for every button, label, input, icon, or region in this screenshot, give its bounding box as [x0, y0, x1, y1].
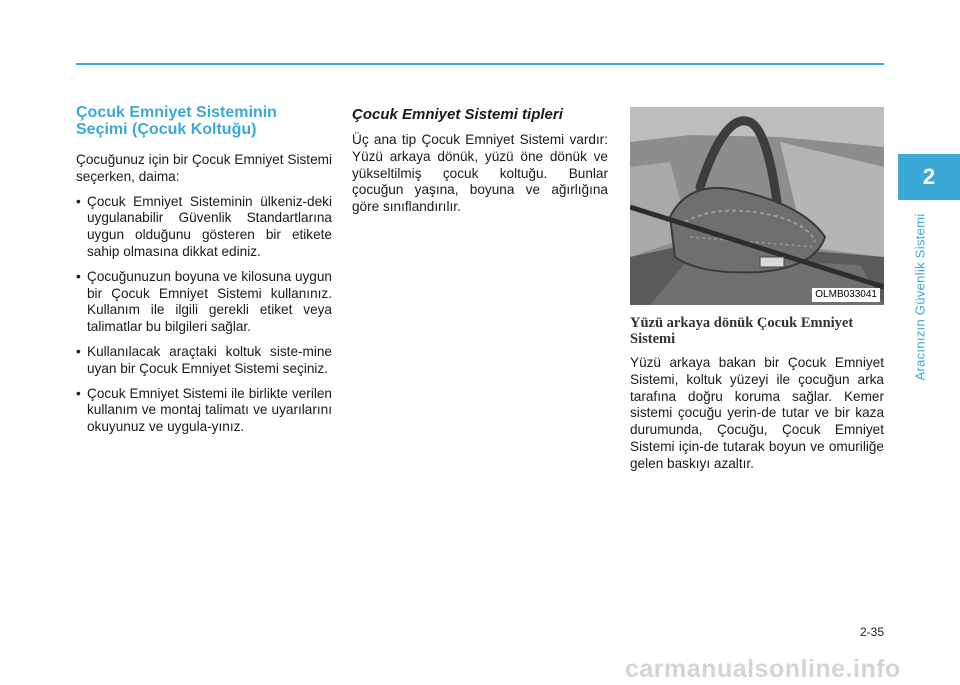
- page-number: 2-35: [859, 625, 884, 639]
- bullet-item: • Kullanılacak araçtaki koltuk siste-mine uyan bir Çocuk Emniyet Sistemi seçiniz.: [76, 343, 332, 376]
- chapter-title: Aracınızın Güvenlik Sistemi: [912, 213, 928, 381]
- header-rule: [76, 63, 884, 65]
- bullet-item: • Çocuk Emniyet Sistemi ile birlikte verilen kullanım ve montaj talimatı ve uyarılarını okuyunuz ve uygula-yınız.: [76, 385, 332, 435]
- subsection-heading: Çocuk Emniyet Sistemi tipleri: [352, 106, 563, 123]
- left-column: [76, 104, 332, 444]
- image-code: OLMB033041: [812, 288, 880, 302]
- rear-facing-paragraph: Yüzü arkaya bakan bir Çocuk Emniyet Sistemi, koltuk yüzeyi ile çocuğun arka tarafına doğru koruma sağlar. Kemer sistemi çocuğu yerin-de tutar ve bir kaza durumunda, Çocuğu, Çocuk Emniyet Sistemi için-de tutarak boyun ve omuriliğe gelen baskıyı azaltır.: [630, 355, 884, 471]
- middle-column: [352, 106, 608, 216]
- image-caption: Yüzü arkaya dönük Çocuk Emniyet Sistemi: [630, 315, 854, 347]
- chapter-sidebar: [912, 212, 928, 382]
- child-seat-photo: [630, 107, 884, 305]
- bullet-dot-icon: •: [76, 268, 81, 284]
- intro-paragraph: Çocuğunuz için bir Çocuk Emniyet Sistemi seçerken, daima:: [76, 152, 332, 184]
- right-column: [630, 107, 884, 473]
- bullet-list: [76, 194, 332, 436]
- bullet-dot-icon: •: [76, 343, 81, 359]
- rear-facing-seat-illustration: [630, 107, 884, 305]
- bullet-item: • Çocuk Emniyet Sisteminin ülkeniz-deki uygulanabilir Güvenlik Standartlarına uygun olduğunu gösteren bir etikete sahip olmasına dikkat ediniz.: [76, 193, 332, 259]
- types-paragraph: Üç ana tip Çocuk Emniyet Sistemi vardır: Yüzü arkaya dönük, yüzü öne dönük ve yükseltilmiş çocuk koltuğu. Bunlar çocuğun yaşına, boyuna ve ağırlığına göre sınıflandırılır.: [352, 132, 608, 215]
- chapter-tab: 2: [898, 154, 960, 200]
- section-heading: Çocuk Emniyet Sisteminin Seçimi (Çocuk Koltuğu): [76, 104, 277, 138]
- bullet-item: • Çocuğunuzun boyuna ve kilosuna uygun bir Çocuk Emniyet Sistemi kullanınız. Kullanım ile ilgili gerekli etiket veya talimatlar bu bilgileri sağlar.: [76, 268, 332, 335]
- watermark: carmanualsonline.info: [625, 655, 901, 683]
- bullet-dot-icon: •: [76, 193, 81, 209]
- bullet-dot-icon: •: [76, 385, 81, 401]
